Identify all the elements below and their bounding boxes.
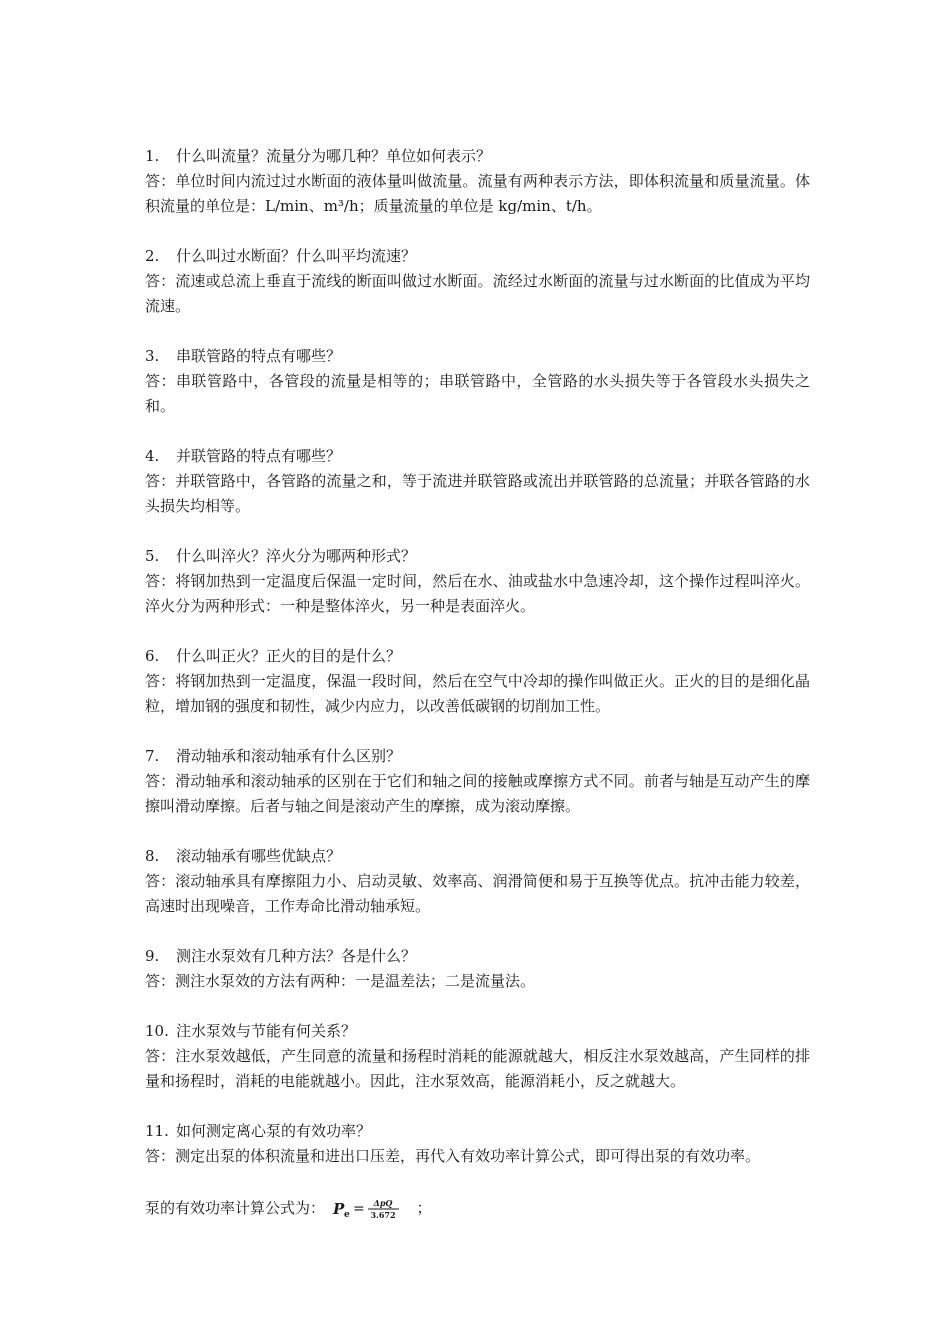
question-text: 什么叫淬火？淬火分为哪两种形式？ [176,547,417,565]
question-number: 11. [145,1122,169,1140]
qa-item-3 [145,344,810,419]
formula-trailing: ； [416,1199,432,1217]
question-number: 5. [145,547,160,565]
answer-text: 答：将钢加热到一定温度后保温一定时间，然后在水、油或盐水中急速冷却，这个操作过程叫淬火。淬火分为两种形式：一种是整体淬火，另一种是表面淬火。 [145,572,810,615]
question-number: 4. [145,447,160,465]
qa-item-6 [145,644,810,719]
question-number: 3. [145,347,160,365]
efficiency-formula [332,1194,408,1224]
question [145,844,810,869]
document-content [145,144,810,1224]
question [145,444,810,469]
question-text: 串联管路的特点有哪些？ [176,347,342,365]
question [145,1019,810,1044]
answer-text: 答：并联管路中，各管路的流量之和，等于流进并联管路或流出并联管路的总流量；并联各管路的水头损失均相等。 [145,472,810,515]
question [145,344,810,369]
answer-text: 答：测注水泵效的方法有两种：一是温差法；二是流量法。 [145,972,536,990]
formula-line [145,1194,810,1224]
qa-item-9 [145,944,810,994]
question-number: 9. [145,947,160,965]
question [145,144,810,169]
question-number: 1. [145,147,160,165]
question [145,1119,810,1144]
answer-text: 答：将钢加热到一定温度，保温一段时间，然后在空气中冷却的操作叫做正火。正火的目的是细化晶粒，增加钢的强度和韧性，减少内应力，以改善低碳钢的切削加工性。 [145,672,810,715]
qa-item-5 [145,544,810,619]
question-text: 滑动轴承和滚动轴承有什么区别？ [176,747,402,765]
answer-text: 答：单位时间内流过过水断面的液体量叫做流量。流量有两种表示方法，即体积流量和质量流量。体积流量的单位是：L/min、m³/h；质量流量的单位是 kg/min、t/h。 [145,172,810,215]
question-number: 10. [145,1022,169,1040]
question-text: 并联管路的特点有哪些？ [176,447,342,465]
answer-text: 答：注水泵效越低，产生同意的流量和扬程时消耗的能源就越大，相反注水泵效越高，产生同样的排量和扬程时，消耗的电能就越小。因此，注水泵效高，能源消耗小，反之就越大。 [145,1047,810,1090]
formula-lhs: P [332,1200,345,1218]
question-number: 8. [145,847,160,865]
question-number: 7. [145,747,160,765]
question-number: 2. [145,247,160,265]
question-text: 测注水泵效有几种方法？各是什么？ [176,947,417,965]
answer-text: 答：滚动轴承具有摩擦阻力小、启动灵敏、效率高、润滑简便和易于互换等优点。抗冲击能力较差，高速时出现噪音，工作寿命比滑动轴承短。 [145,872,810,915]
answer-text: 答：串联管路中，各管段的流量是相等的；串联管路中，全管路的水头损失等于各管段水头损失之和。 [145,372,810,415]
question-text: 注水泵效与节能有何关系？ [176,1022,357,1040]
formula-lhs-subscript: e [343,1210,350,1220]
question-number: 6. [145,647,160,665]
qa-item-11 [145,1119,810,1169]
question-text: 滚动轴承有哪些优缺点？ [176,847,342,865]
qa-item-10 [145,1019,810,1094]
question-text: 如何测定离心泵的有效功率？ [176,1122,372,1140]
formula-denominator: 3.672 [370,1210,396,1220]
question [145,544,810,569]
answer-text: 答：流速或总流上垂直于流线的断面叫做过水断面。流经过水断面的流量与过水断面的比值成为平均流速。 [145,272,810,315]
qa-item-2 [145,244,810,319]
formula-numerator: ΔpQ [373,1198,393,1208]
qa-item-7 [145,744,810,819]
formula-label: 泵的有效功率计算公式为： [145,1199,326,1217]
question [145,644,810,669]
qa-item-8 [145,844,810,919]
formula-equals: = [352,1201,365,1217]
answer-text: 答：测定出泵的体积流量和进出口压差，再代入有效功率计算公式，即可得出泵的有效功率。 [145,1147,761,1165]
question [145,744,810,769]
qa-item-4 [145,444,810,519]
qa-item-1 [145,144,810,219]
question [145,244,810,269]
question-text: 什么叫流量？流量分为哪几种？单位如何表示？ [176,147,492,165]
answer-text: 答：滑动轴承和滚动轴承的区别在于它们和轴之间的接触或摩擦方式不同。前者与轴是互动产生的摩擦叫滑动摩擦。后者与轴之间是滚动产生的摩擦，成为滚动摩擦。 [145,772,810,815]
question-text: 什么叫正火？正火的目的是什么？ [176,647,402,665]
question [145,944,810,969]
question-text: 什么叫过水断面？什么叫平均流速？ [176,247,417,265]
